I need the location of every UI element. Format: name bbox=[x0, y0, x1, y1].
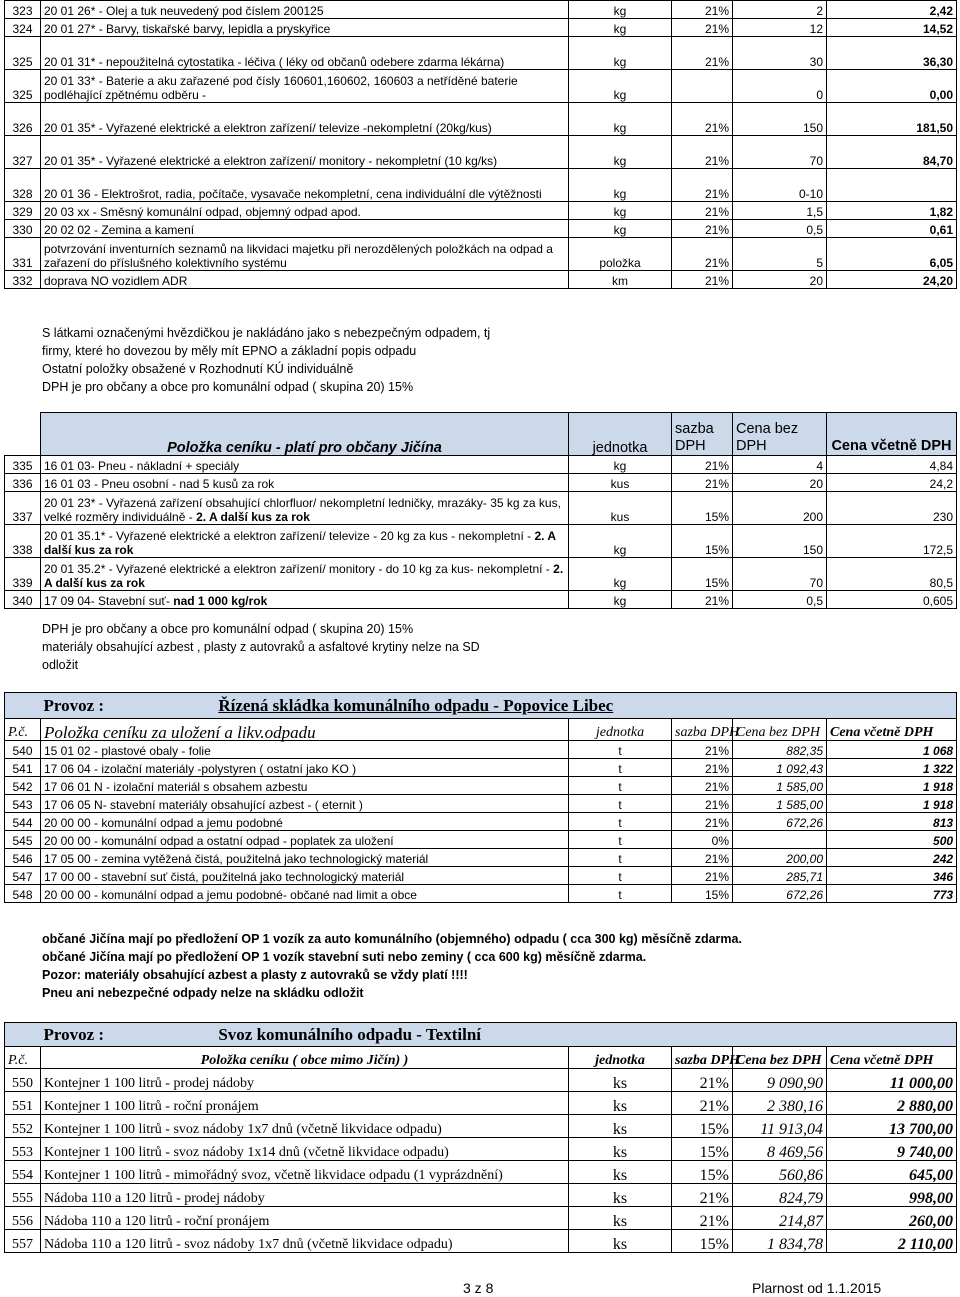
item-unit: ks bbox=[569, 1230, 672, 1253]
table-row bbox=[5, 1092, 957, 1115]
item-unit: t bbox=[569, 741, 672, 759]
row-number: 554 bbox=[5, 1161, 41, 1184]
item-vat: 21% bbox=[672, 591, 733, 609]
item-unit: ks bbox=[569, 1115, 672, 1138]
item-price-net: 20 bbox=[733, 474, 827, 492]
item-unit: ks bbox=[569, 1184, 672, 1207]
item-price-gross: 2 880,00 bbox=[827, 1092, 957, 1115]
item-price-net: 1 092,43 bbox=[733, 759, 827, 777]
item-price-net: 285,71 bbox=[733, 867, 827, 885]
item-text: 20 01 35.1* - Vyřazené elektrické a elektron zařízení/ televize - 20 kg za kus - nekompletní - bbox=[44, 529, 535, 543]
item-unit: kg bbox=[569, 19, 672, 37]
item-price-net: 1 585,00 bbox=[733, 777, 827, 795]
item-vat: 21% bbox=[672, 1092, 733, 1115]
item-unit: kg bbox=[569, 70, 672, 103]
item-unit: kg bbox=[569, 591, 672, 609]
item-price-gross: 773 bbox=[827, 885, 957, 903]
item-description: Nádoba 110 a 120 litrů - svoz nádoby 1x7 dnů (včetně likvidace odpadu) bbox=[41, 1230, 569, 1253]
row-number: 330 bbox=[5, 220, 41, 238]
row-number: 336 bbox=[5, 474, 41, 492]
row-number: 325 bbox=[5, 37, 41, 70]
item-price-net: 1 834,78 bbox=[733, 1230, 827, 1253]
table-row bbox=[5, 1207, 957, 1230]
item-text-bold: 2. A další kus za rok bbox=[44, 562, 564, 590]
item-price-gross: 80,5 bbox=[827, 558, 957, 591]
row-number: 329 bbox=[5, 202, 41, 220]
item-price-gross: 13 700,00 bbox=[827, 1115, 957, 1138]
row-number: 323 bbox=[5, 1, 41, 19]
item-unit: t bbox=[569, 759, 672, 777]
table-row bbox=[5, 867, 957, 885]
item-price-gross: 1 918 bbox=[827, 795, 957, 813]
item-unit: položka bbox=[569, 238, 672, 271]
item-price-net: 200,00 bbox=[733, 849, 827, 867]
table-row bbox=[5, 70, 957, 103]
item-price-gross bbox=[827, 169, 957, 202]
item-unit: kg bbox=[569, 37, 672, 70]
table-row bbox=[5, 1230, 957, 1253]
item-description: 17 00 00 - stavební suť čistá, použitelná jako technologický materiál bbox=[41, 867, 569, 885]
item-price-net: 672,26 bbox=[733, 813, 827, 831]
header-unit: jednotka bbox=[569, 1047, 672, 1069]
note-line: DPH je pro občany a obce pro komunální odpad ( skupina 20) 15% bbox=[42, 380, 414, 394]
item-description: 20 00 00 - komunální odpad a ostatní odpad - poplatek za uložení bbox=[41, 831, 569, 849]
item-price-net: 1 585,00 bbox=[733, 795, 827, 813]
item-unit: ks bbox=[569, 1092, 672, 1115]
table-row bbox=[5, 136, 957, 169]
header-item: Položka ceníku - platí pro občany Jičína bbox=[41, 413, 569, 456]
table-row bbox=[5, 37, 957, 70]
item-price-net: 560,86 bbox=[733, 1161, 827, 1184]
header-unit: jednotka bbox=[569, 719, 672, 741]
item-price-gross: 813 bbox=[827, 813, 957, 831]
item-vat: 21% bbox=[672, 220, 733, 238]
item-unit: kg bbox=[569, 136, 672, 169]
item-description: 17 06 05 N- stavební materiály obsahující azbest - ( eternit ) bbox=[41, 795, 569, 813]
price-table-collection bbox=[4, 1022, 957, 1253]
row-number: 552 bbox=[5, 1115, 41, 1138]
provoz-blank bbox=[5, 1023, 41, 1047]
item-price-gross: 14,52 bbox=[827, 19, 957, 37]
item-price-gross: 181,50 bbox=[827, 103, 957, 136]
row-number: 327 bbox=[5, 136, 41, 169]
item-text: 16 01 03- Pneu - nákladní + speciály bbox=[44, 459, 240, 473]
item-vat: 21% bbox=[672, 37, 733, 70]
item-text: 16 01 03 - Pneu osobní - nad 5 kusů za rok bbox=[44, 477, 275, 491]
item-unit: t bbox=[569, 867, 672, 885]
item-vat: 21% bbox=[672, 813, 733, 831]
item-unit: ks bbox=[569, 1207, 672, 1230]
table-row bbox=[5, 169, 957, 202]
row-number: 332 bbox=[5, 271, 41, 289]
note-line: materiály obsahující azbest , plasty z autovraků a asfaltové krytiny nelze na SD bbox=[42, 640, 480, 654]
provoz-label: Provoz : bbox=[43, 695, 105, 715]
item-vat: 15% bbox=[672, 885, 733, 903]
item-price-net: 0-10 bbox=[733, 169, 827, 202]
item-vat: 21% bbox=[672, 741, 733, 759]
note-line: Ostatní položky obsažené v Rozhodnutí KÚ individuálně bbox=[42, 362, 354, 376]
table-row bbox=[5, 741, 957, 759]
validity-note: Plarnost od 1.1.2015 bbox=[752, 1280, 882, 1296]
item-price-gross: 1 322 bbox=[827, 759, 957, 777]
row-number: 548 bbox=[5, 885, 41, 903]
item-description: Kontejner 1 100 litrů - svoz nádoby 1x7 dnů (včetně likvidace odpadu) bbox=[41, 1115, 569, 1138]
price-table-citizens bbox=[4, 412, 957, 609]
item-vat: 21% bbox=[672, 456, 733, 474]
provoz-title: Řízená skládka komunálního odpadu - Popovice Libec bbox=[218, 695, 614, 715]
item-vat: 21% bbox=[672, 103, 733, 136]
row-number: 541 bbox=[5, 759, 41, 777]
row-number: 551 bbox=[5, 1092, 41, 1115]
note-line: DPH je pro občany a obce pro komunální odpad ( skupina 20) 15% bbox=[42, 622, 414, 636]
item-unit: kg bbox=[569, 1, 672, 19]
header-item: Položka ceníku ( obce mimo Jičín) ) bbox=[41, 1047, 569, 1069]
item-vat: 21% bbox=[672, 1069, 733, 1092]
row-number: 550 bbox=[5, 1069, 41, 1092]
item-price-net: 2 380,16 bbox=[733, 1092, 827, 1115]
item-price-net: 20 bbox=[733, 271, 827, 289]
row-number: 339 bbox=[5, 558, 41, 591]
item-description bbox=[41, 456, 569, 474]
item-description bbox=[41, 525, 569, 558]
header-net: Cena bez DPH bbox=[733, 413, 827, 456]
table-row bbox=[5, 1069, 957, 1092]
item-price-gross: 242 bbox=[827, 849, 957, 867]
header-no: P.č. bbox=[5, 1047, 41, 1069]
item-vat: 15% bbox=[672, 1138, 733, 1161]
table-row bbox=[5, 202, 957, 220]
item-vat: 21% bbox=[672, 238, 733, 271]
item-price-net: 882,35 bbox=[733, 741, 827, 759]
item-price-net: 70 bbox=[733, 558, 827, 591]
page-number: 3 z 8 bbox=[463, 1280, 494, 1296]
item-vat: 21% bbox=[672, 474, 733, 492]
item-description: 20 00 00 - komunální odpad a jemu podobné- občané nad limit a obce bbox=[41, 885, 569, 903]
item-description: 20 01 31* - nepoužitelná cytostatika - léčiva ( léky od občanů odebere zdarma lékárna) bbox=[41, 37, 569, 70]
table-row bbox=[5, 525, 957, 558]
item-description: 17 06 01 N - izolační materiál s obsahem azbestu bbox=[41, 777, 569, 795]
row-number: 546 bbox=[5, 849, 41, 867]
table-row bbox=[5, 1, 957, 19]
table-row bbox=[5, 271, 957, 289]
table-row bbox=[5, 849, 957, 867]
item-price-net: 1,5 bbox=[733, 202, 827, 220]
row-number: 326 bbox=[5, 103, 41, 136]
item-price-gross: 500 bbox=[827, 831, 957, 849]
header-net: Cena bez DPH bbox=[733, 719, 827, 741]
item-vat: 21% bbox=[672, 19, 733, 37]
item-unit: kg bbox=[569, 202, 672, 220]
table-row bbox=[5, 492, 957, 525]
table-row bbox=[5, 813, 957, 831]
item-price-gross: 24,2 bbox=[827, 474, 957, 492]
item-price-net: 12 bbox=[733, 19, 827, 37]
item-vat: 15% bbox=[672, 558, 733, 591]
item-vat: 21% bbox=[672, 1184, 733, 1207]
item-price-gross: 11 000,00 bbox=[827, 1069, 957, 1092]
item-vat: 21% bbox=[672, 1, 733, 19]
header-no: P.č. bbox=[5, 719, 41, 741]
item-vat: 15% bbox=[672, 1230, 733, 1253]
item-description bbox=[41, 558, 569, 591]
item-vat: 21% bbox=[672, 759, 733, 777]
item-price-gross: 230 bbox=[827, 492, 957, 525]
row-number: 553 bbox=[5, 1138, 41, 1161]
header-vat: sazba DPH bbox=[672, 1047, 733, 1069]
table-row bbox=[5, 591, 957, 609]
item-description: 17 05 00 - zemina vytěžená čistá, použitelná jako technologický materiál bbox=[41, 849, 569, 867]
provoz-banner bbox=[41, 1023, 957, 1047]
item-price-net: 5 bbox=[733, 238, 827, 271]
row-number: 324 bbox=[5, 19, 41, 37]
item-price-gross: 260,00 bbox=[827, 1207, 957, 1230]
item-vat: 21% bbox=[672, 849, 733, 867]
item-price-gross: 645,00 bbox=[827, 1161, 957, 1184]
note-line: Pneu ani nebezpečné odpady nelze na skládku odložit bbox=[42, 986, 364, 1000]
item-vat: 21% bbox=[672, 867, 733, 885]
item-unit: ks bbox=[569, 1161, 672, 1184]
note-landfill-rules bbox=[42, 930, 742, 1002]
item-price-net: 11 913,04 bbox=[733, 1115, 827, 1138]
item-price-net: 8 469,56 bbox=[733, 1138, 827, 1161]
item-price-gross: 36,30 bbox=[827, 37, 957, 70]
header-unit: jednotka bbox=[569, 413, 672, 456]
item-price-net: 0 bbox=[733, 70, 827, 103]
item-vat: 15% bbox=[672, 1161, 733, 1184]
item-price-gross: 1,82 bbox=[827, 202, 957, 220]
row-number: 556 bbox=[5, 1207, 41, 1230]
item-unit: kg bbox=[569, 558, 672, 591]
item-vat: 15% bbox=[672, 1115, 733, 1138]
item-vat: 0% bbox=[672, 831, 733, 849]
item-unit: t bbox=[569, 813, 672, 831]
row-number: 340 bbox=[5, 591, 41, 609]
item-description bbox=[41, 492, 569, 525]
item-description: 20 01 26* - Olej a tuk neuvedený pod číslem 200125 bbox=[41, 1, 569, 19]
table-row bbox=[5, 759, 957, 777]
item-unit: t bbox=[569, 777, 672, 795]
item-price-gross: 0,605 bbox=[827, 591, 957, 609]
row-number: 325 bbox=[5, 70, 41, 103]
item-unit: kg bbox=[569, 525, 672, 558]
note-line: firmy, které ho dovezou by měly mít EPNO a základní popis odpadu bbox=[42, 344, 417, 358]
row-number: 545 bbox=[5, 831, 41, 849]
item-price-gross: 24,20 bbox=[827, 271, 957, 289]
item-vat: 21% bbox=[672, 271, 733, 289]
item-description bbox=[41, 474, 569, 492]
note-line: S látkami označenými hvězdičkou je nakládáno jako s nebezpečným odpadem, tj bbox=[42, 326, 491, 340]
item-price-net: 214,87 bbox=[733, 1207, 827, 1230]
note-line: občané Jičína mají po předložení OP 1 vozík stavební suti nebo zeminy ( cca 600 kg) měsíčně zdarma. bbox=[42, 950, 647, 964]
item-text: 20 01 23* - Vyřazená zařízení obsahující chlorfluor/ nekompletní ledničky, mrazáky- 35 kg za kus, velké rozměry individuálně - bbox=[44, 496, 561, 524]
item-unit: kg bbox=[569, 169, 672, 202]
item-unit: kus bbox=[569, 492, 672, 525]
header-net: Cena bez DPH bbox=[733, 1047, 827, 1069]
note-line: odložit bbox=[42, 658, 79, 672]
item-vat: 21% bbox=[672, 169, 733, 202]
provoz-blank bbox=[5, 693, 41, 719]
item-description: 20 01 27* - Barvy, tiskařské barvy, lepidla a pryskyřice bbox=[41, 19, 569, 37]
item-description: 20 03 xx - Směsný komunální odpad, objemný odpad apod. bbox=[41, 202, 569, 220]
item-unit: kus bbox=[569, 474, 672, 492]
header-vat: sazba DPH bbox=[672, 413, 733, 456]
item-unit: kg bbox=[569, 220, 672, 238]
item-description: Kontejner 1 100 litrů - mimořádný svoz, včetně likvidace odpadu (1 vyprázdnění) bbox=[41, 1161, 569, 1184]
header-blank bbox=[5, 413, 41, 456]
item-unit: t bbox=[569, 831, 672, 849]
row-number: 557 bbox=[5, 1230, 41, 1253]
header-gross: Cena včetně DPH bbox=[827, 413, 957, 456]
item-price-gross: 2,42 bbox=[827, 1, 957, 19]
table-row bbox=[5, 1115, 957, 1138]
row-number: 337 bbox=[5, 492, 41, 525]
item-vat: 21% bbox=[672, 1207, 733, 1230]
table-row bbox=[5, 777, 957, 795]
row-number: 331 bbox=[5, 238, 41, 271]
item-description: Nádoba 110 a 120 litrů - prodej nádoby bbox=[41, 1184, 569, 1207]
table-row bbox=[5, 1184, 957, 1207]
item-price-gross: 1 918 bbox=[827, 777, 957, 795]
row-number: 555 bbox=[5, 1184, 41, 1207]
item-price-net: 150 bbox=[733, 525, 827, 558]
row-number: 547 bbox=[5, 867, 41, 885]
item-description: potvrzování inventurních seznamů na likvidaci majetku při nerozdělených položkách na odpad a zařazení do příslušného kolektivního systému bbox=[41, 238, 569, 271]
item-price-gross: 4,84 bbox=[827, 456, 957, 474]
item-price-net: 672,26 bbox=[733, 885, 827, 903]
item-description: Kontejner 1 100 litrů - prodej nádoby bbox=[41, 1069, 569, 1092]
item-price-net: 150 bbox=[733, 103, 827, 136]
item-price-gross: 6,05 bbox=[827, 238, 957, 271]
item-vat: 21% bbox=[672, 795, 733, 813]
header-item: Položka ceníku za uložení a likv.odpadu bbox=[41, 719, 569, 741]
item-description: 20 01 35* - Vyřazené elektrické a elektron zařízení/ monitory - nekompletní (10 kg/ks) bbox=[41, 136, 569, 169]
item-price-gross: 9 740,00 bbox=[827, 1138, 957, 1161]
row-number: 540 bbox=[5, 741, 41, 759]
table-row bbox=[5, 474, 957, 492]
item-price-gross: 346 bbox=[827, 867, 957, 885]
item-price-net: 2 bbox=[733, 1, 827, 19]
item-description: 20 00 00 - komunální odpad a jemu podobné bbox=[41, 813, 569, 831]
item-text: 17 09 04- Stavební suť- bbox=[44, 594, 174, 608]
item-description: 20 02 02 - Zemina a kamení bbox=[41, 220, 569, 238]
note-hazardous-info bbox=[42, 324, 490, 396]
row-number: 328 bbox=[5, 169, 41, 202]
item-text-bold: 2. A další kus za rok bbox=[44, 529, 556, 557]
header-vat: sazba DPH bbox=[672, 719, 733, 741]
table-row bbox=[5, 103, 957, 136]
provoz-label: Provoz : bbox=[43, 1024, 105, 1044]
item-text: 20 01 35.2* - Vyřazené elektrické a elektron zařízení/ monitory - do 10 kg za kus- nekompletní - bbox=[44, 562, 554, 576]
item-description: 20 01 35* - Vyřazené elektrické a elektron zařízení/ televize -nekompletní (20kg/kus) bbox=[41, 103, 569, 136]
table-row bbox=[5, 1138, 957, 1161]
table-row bbox=[5, 558, 957, 591]
item-price-net bbox=[733, 831, 827, 849]
item-price-gross: 2 110,00 bbox=[827, 1230, 957, 1253]
item-vat: 15% bbox=[672, 492, 733, 525]
table-row bbox=[5, 885, 957, 903]
table-row bbox=[5, 831, 957, 849]
item-price-net: 4 bbox=[733, 456, 827, 474]
item-price-net: 9 090,90 bbox=[733, 1069, 827, 1092]
item-price-net: 30 bbox=[733, 37, 827, 70]
provoz-title: Svoz komunálního odpadu - Textilní bbox=[218, 1024, 482, 1044]
row-number: 335 bbox=[5, 456, 41, 474]
table-row bbox=[5, 238, 957, 271]
item-unit: ks bbox=[569, 1138, 672, 1161]
item-description bbox=[41, 591, 569, 609]
item-vat: 21% bbox=[672, 777, 733, 795]
item-price-gross: 0,61 bbox=[827, 220, 957, 238]
item-description: 15 01 02 - plastové obaly - folie bbox=[41, 741, 569, 759]
item-price-net: 824,79 bbox=[733, 1184, 827, 1207]
table-row bbox=[5, 456, 957, 474]
item-price-net: 70 bbox=[733, 136, 827, 169]
header-gross: Cena včetně DPH bbox=[827, 1047, 957, 1069]
item-description: 20 01 33* - Baterie a aku zařazené pod čísly 160601,160602, 160603 a netříděné baterie podléhající zpětnému odběru - bbox=[41, 70, 569, 103]
item-text-bold: 2. A další kus za rok bbox=[196, 510, 310, 524]
item-unit: kg bbox=[569, 456, 672, 474]
item-price-net: 200 bbox=[733, 492, 827, 525]
item-price-gross: 0,00 bbox=[827, 70, 957, 103]
item-unit: t bbox=[569, 885, 672, 903]
item-price-gross: 1 068 bbox=[827, 741, 957, 759]
item-price-net: 0,5 bbox=[733, 220, 827, 238]
note-line: občané Jičína mají po předložení OP 1 vozík za auto komunálního (objemného) odpadu ( cca 300 kg) měsíčně zdarma. bbox=[42, 932, 742, 946]
row-number: 542 bbox=[5, 777, 41, 795]
item-description: Kontejner 1 100 litrů - svoz nádoby 1x14 dnů (včetně likvidace odpadu) bbox=[41, 1138, 569, 1161]
row-number: 544 bbox=[5, 813, 41, 831]
price-table-hazardous bbox=[4, 0, 957, 289]
table-row bbox=[5, 795, 957, 813]
item-vat: 21% bbox=[672, 202, 733, 220]
table-row bbox=[5, 220, 957, 238]
item-unit: kg bbox=[569, 103, 672, 136]
item-price-net: 0,5 bbox=[733, 591, 827, 609]
item-description: Kontejner 1 100 litrů - roční pronájem bbox=[41, 1092, 569, 1115]
table-row bbox=[5, 1161, 957, 1184]
table-row bbox=[5, 19, 957, 37]
row-number: 338 bbox=[5, 525, 41, 558]
provoz-banner bbox=[41, 693, 957, 719]
item-description: Nádoba 110 a 120 litrů - roční pronájem bbox=[41, 1207, 569, 1230]
header-gross: Cena včetně DPH bbox=[827, 719, 957, 741]
price-table-landfill bbox=[4, 692, 957, 903]
item-unit: ks bbox=[569, 1069, 672, 1092]
row-number: 543 bbox=[5, 795, 41, 813]
item-unit: t bbox=[569, 849, 672, 867]
note-line: Pozor: materiály obsahující azbest a plasty z autovraků se vždy platí !!!! bbox=[42, 968, 468, 982]
item-unit: t bbox=[569, 795, 672, 813]
item-description: 20 01 36 - Elektrošrot, radia, počítače, vysavače nekompletní, cena individuální dle výtěžnosti bbox=[41, 169, 569, 202]
item-description: 17 06 04 - izolační materiály -polystyren ( ostatní jako KO ) bbox=[41, 759, 569, 777]
item-price-gross: 84,70 bbox=[827, 136, 957, 169]
item-unit: km bbox=[569, 271, 672, 289]
item-vat: 15% bbox=[672, 525, 733, 558]
item-text-bold: nad 1 000 kg/rok bbox=[173, 594, 268, 608]
item-vat bbox=[672, 70, 733, 103]
item-price-gross: 172,5 bbox=[827, 525, 957, 558]
item-price-gross: 998,00 bbox=[827, 1184, 957, 1207]
item-vat: 21% bbox=[672, 136, 733, 169]
note-vat-asbestos bbox=[42, 620, 480, 674]
item-description: doprava NO vozidlem ADR bbox=[41, 271, 569, 289]
